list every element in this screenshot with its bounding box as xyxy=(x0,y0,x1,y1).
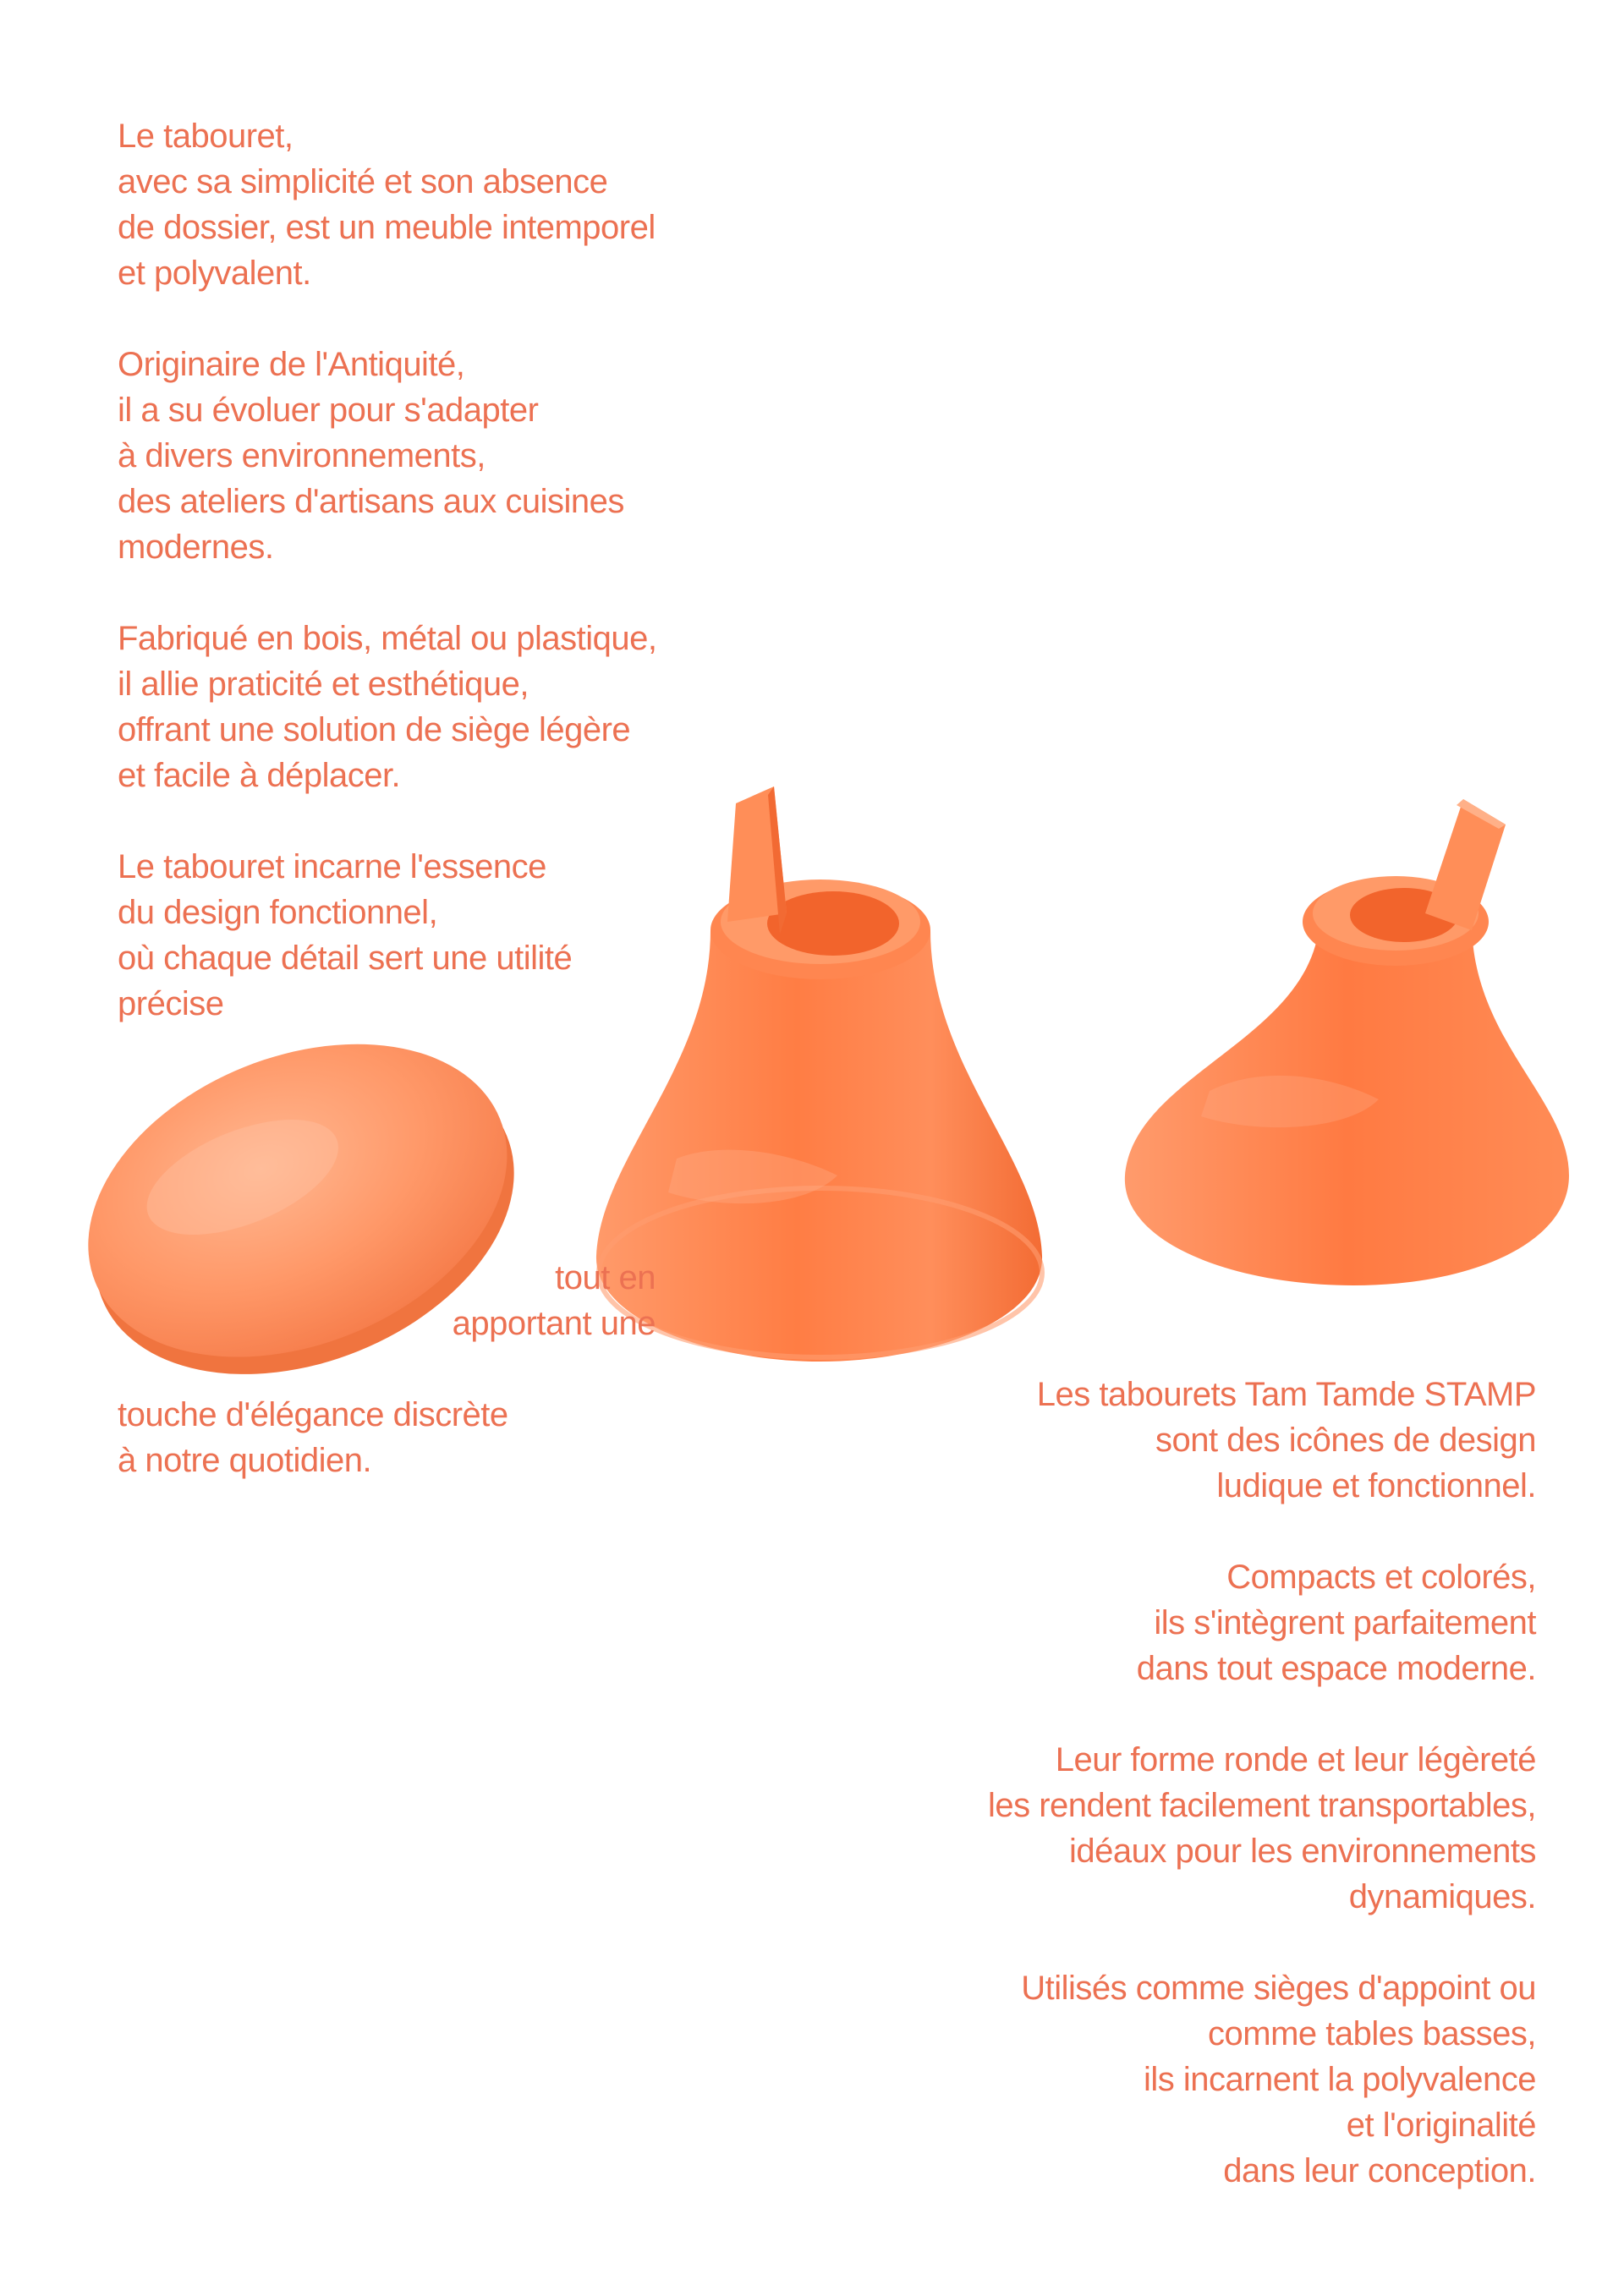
stamp-description: Les tabourets Tam Tamde STAMP sont des icônes de design ludique et fonctionnel. Compacts et colorés, ils s'intègrent parfaitement dans tout espace moderne. Leur forme ronde et leur légèreté les rendent facilement transportables, idéaux pour les environnements dynamiques. Utilisés comme sièges d'appoint ou comme tables basses, ils incarnent la polyvalence et l'originalité dans leur conception. xyxy=(987,1376,1536,2189)
closing-text: touche d'élégance discrète à notre quotidien. xyxy=(118,1396,508,1479)
midnote-text: tout en apportant une xyxy=(452,1259,656,1342)
intro-paragraphs: Le tabouret, avec sa simplicité et son absence de dossier, est un meuble intemporel et polyvalent. Originaire de l'Antiquité, il a su évoluer pour s'adapter à divers environnements, des ateliers d'artisans aux cuisines modernes. Fabriqué en bois, métal ou plastique, il allie praticité et esthétique, offrant une solution de siège légère et facile à déplacer. Le tabouret incarne l'essence du design fonctionnel, où chaque détail sert une utilité précise xyxy=(118,118,657,1022)
stool-base-back-image xyxy=(1108,786,1582,1311)
